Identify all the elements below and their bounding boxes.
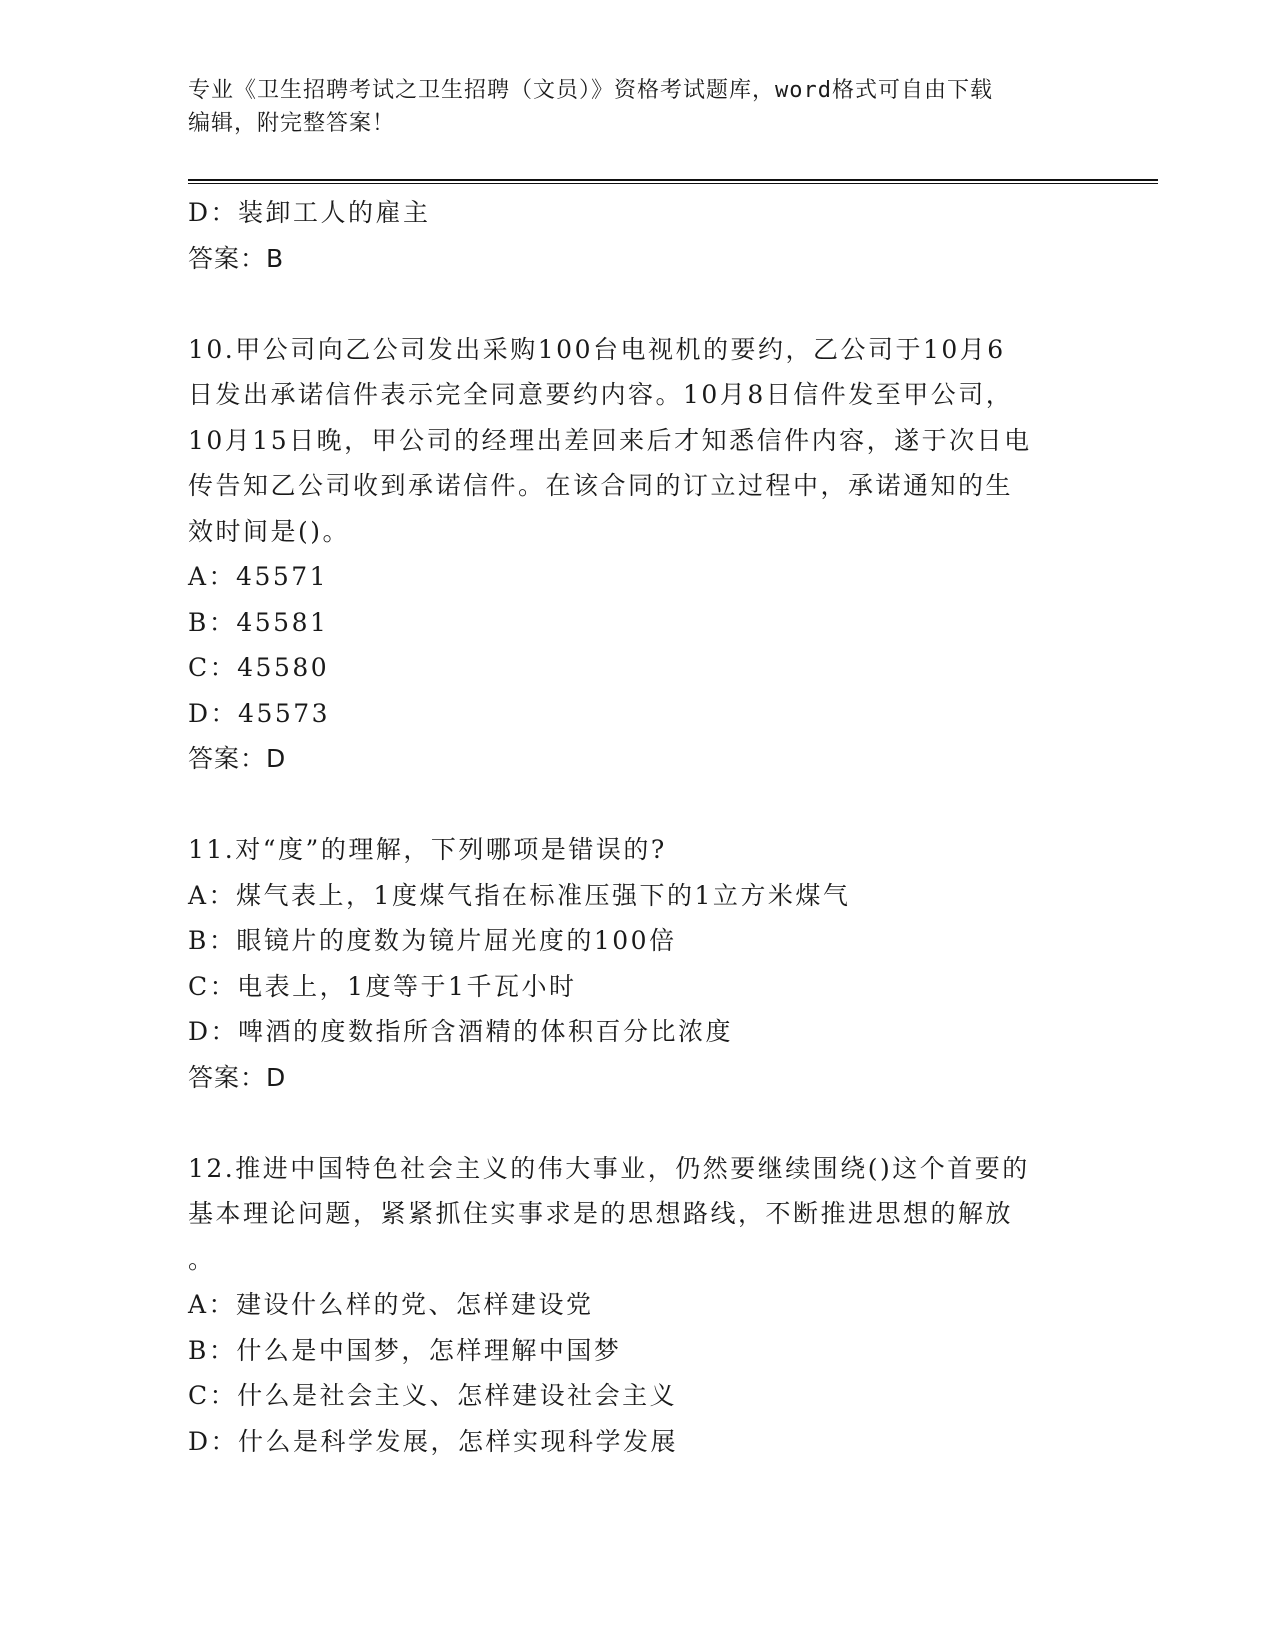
question-11 <box>188 827 1088 1100</box>
question-10-line-1: 10.甲公司向乙公司发出采购100台电视机的要约，乙公司于10月6 <box>188 334 1006 364</box>
question-10-line-3: 10月15日晚，甲公司的经理出差回来后才知悉信件内容，遂于次日电 <box>188 425 1032 455</box>
header-divider-thick <box>188 179 1158 181</box>
question-12-option-c: C：什么是社会主义、怎样建设社会主义 <box>188 1381 678 1410</box>
question-11-option-a: A：煤气表上，1度煤气指在标准压强下的1立方米煤气 <box>188 880 851 910</box>
question-10-option-b: B：45581 <box>188 607 329 637</box>
question-10 <box>188 327 1088 782</box>
question-12-line-2: 基本理论问题，紧紧抓住实事求是的思想路线，不断推进思想的解放 <box>188 1199 1014 1228</box>
header-divider-thin <box>188 183 1158 184</box>
question-11-option-d: D：啤酒的度数指所含酒精的体积百分比浓度 <box>188 1017 734 1046</box>
header-line-2: 编辑，附完整答案！ <box>188 111 396 136</box>
question-12-option-d: D：什么是科学发展，怎样实现科学发展 <box>188 1426 679 1456</box>
question-11-line-1: 11.对“度”的理解，下列哪项是错误的? <box>188 835 667 864</box>
question-10-option-a: A：45571 <box>188 562 329 591</box>
question-10-option-d: D：45573 <box>188 698 331 728</box>
question-10-line-2: 日发出承诺信件表示完全同意要约内容。10月8日信件发至甲公司， <box>188 380 1014 409</box>
question-11-option-c: C：电表上，1度等于1千瓦小时 <box>188 971 577 1001</box>
question-12-option-b: B：什么是中国梦，怎样理解中国梦 <box>188 1335 622 1365</box>
question-12-line-3: 。 <box>188 1244 216 1274</box>
question-12 <box>188 1146 1088 1465</box>
question-11-answer: 答案：D <box>188 1062 287 1092</box>
prev-option-d: D：装卸工人的雇主 <box>188 198 431 227</box>
question-list <box>188 190 1088 1464</box>
question-10-line-5: 效时间是()。 <box>188 516 351 546</box>
document-header <box>188 74 1068 140</box>
question-11-option-b: B：眼镜片的度数为镜片屈光度的100倍 <box>188 926 677 955</box>
question-10-answer: 答案：D <box>188 744 287 773</box>
question-12-option-a: A：建设什么样的党、怎样建设党 <box>188 1290 594 1319</box>
prev-answer: 答案：B <box>188 243 285 273</box>
question-12-line-1: 12.推进中国特色社会主义的伟大事业，仍然要继续围绕()这个首要的 <box>188 1153 1030 1183</box>
header-line-1: 专业《卫生招聘考试之卫生招聘（文员）》资格考试题库，word格式可自由下载 <box>188 78 993 103</box>
question-10-line-4: 传告知乙公司收到承诺信件。在该合同的订立过程中，承诺通知的生 <box>188 471 1014 500</box>
question-10-option-c: C：45580 <box>188 653 330 682</box>
